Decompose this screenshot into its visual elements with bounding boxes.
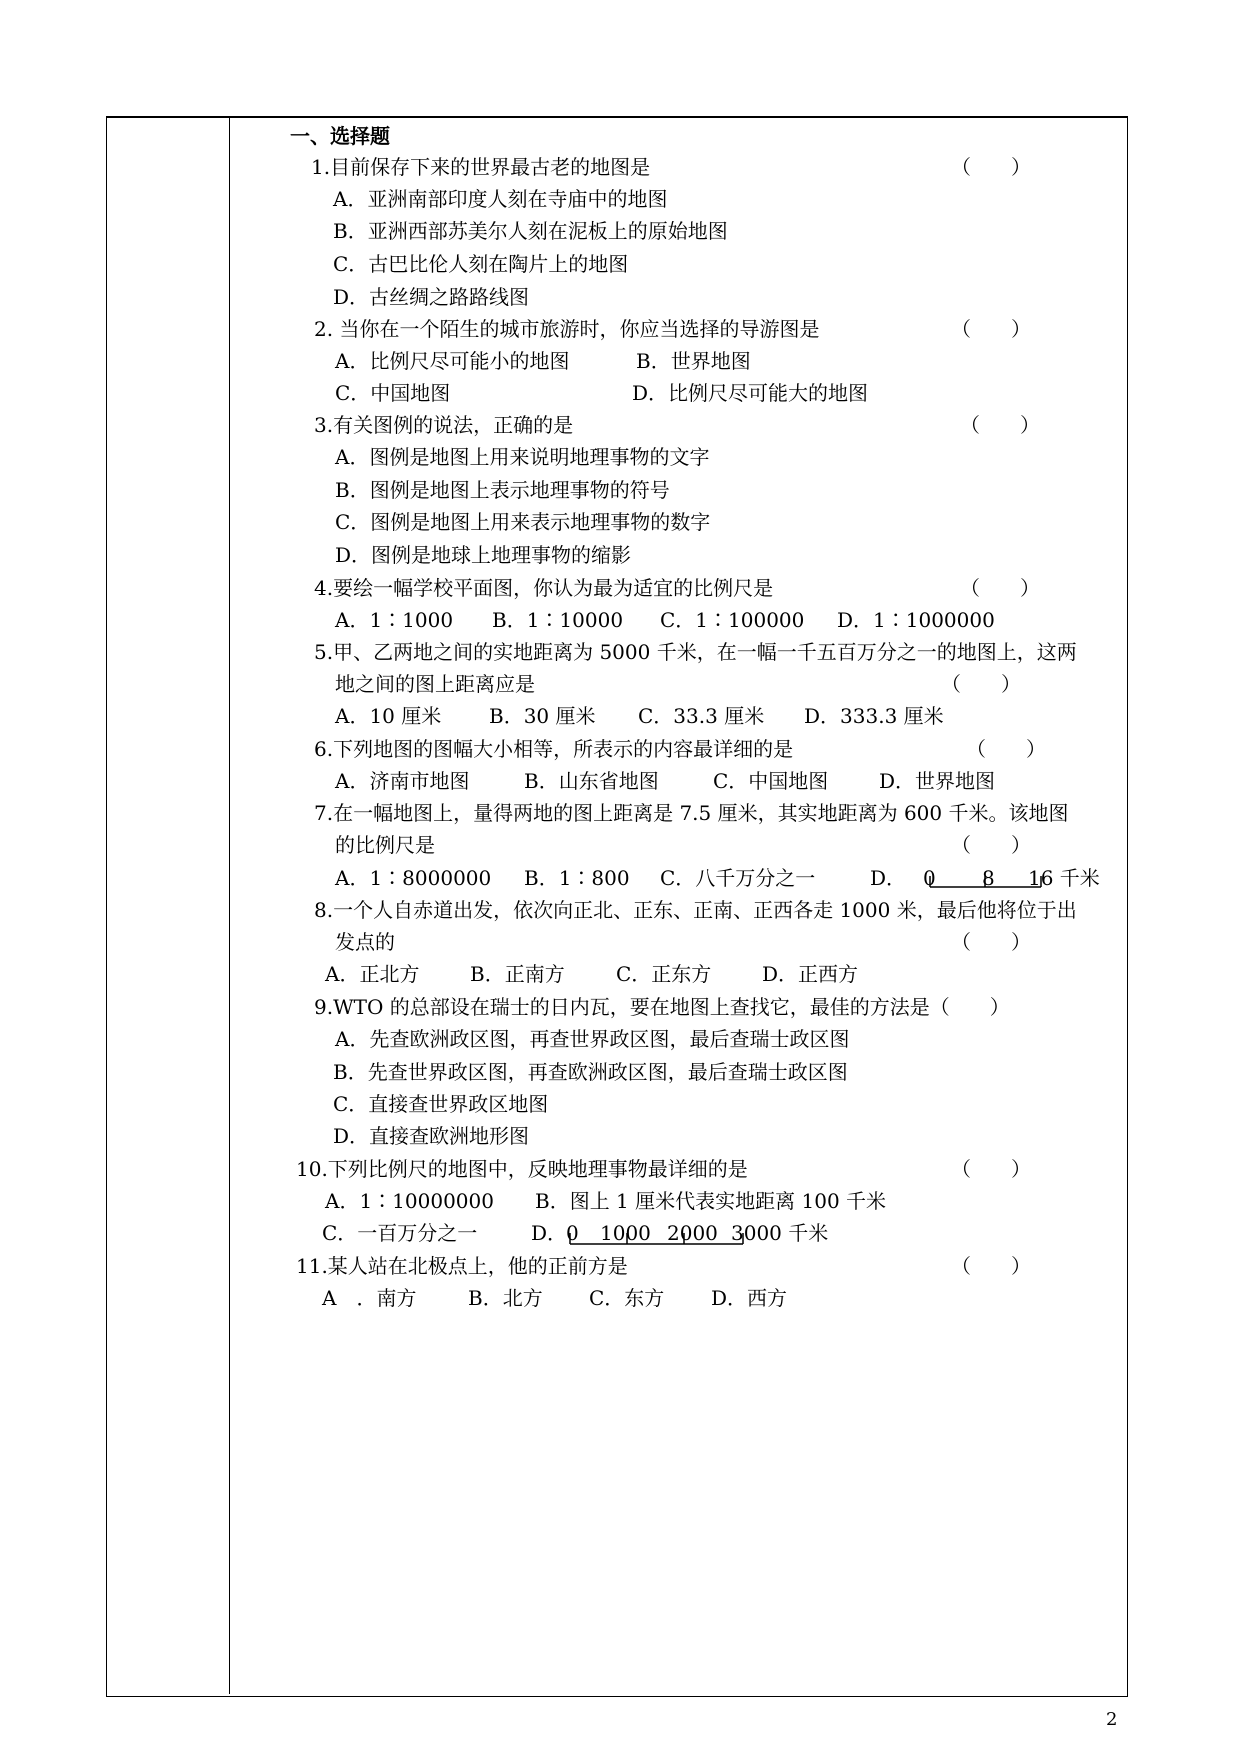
question-7-bracket: （ ） <box>951 833 1031 857</box>
q8-option-c: C．正东方 <box>616 962 712 986</box>
q4-option-b: B．1∶10000 <box>492 608 624 632</box>
q1-option-c: C．古巴比伦人刻在陶片上的地图 <box>333 252 629 276</box>
q11-option-b: B．北方 <box>468 1286 543 1310</box>
q6-option-a: A．济南市地图 <box>335 769 470 793</box>
q7-option-d: D． <box>870 866 907 890</box>
q1-option-b: B．亚洲西部苏美尔人刻在泥板上的原始地图 <box>333 219 728 243</box>
question-10-bracket: （ ） <box>951 1157 1031 1181</box>
q2-option-d: D．比例尺尽可能大的地图 <box>632 381 869 405</box>
page-number: 2 <box>1106 1709 1118 1730</box>
q6-option-b: B．山东省地图 <box>524 769 659 793</box>
question-8-bracket: （ ） <box>951 930 1031 954</box>
q10-option-b: B．图上 1 厘米代表实地距离 100 千米 <box>535 1189 887 1213</box>
q7-scale-label-0: 0 <box>923 866 936 890</box>
q9-option-d: D．直接查欧洲地形图 <box>333 1124 530 1148</box>
q8-option-a: A．正北方 <box>325 962 420 986</box>
question-9-stem: 9.WTO 的总部设在瑞士的日内瓦，要在地图上查找它，最佳的方法是（ ） <box>314 995 1010 1019</box>
q8-option-d: D．正西方 <box>762 962 859 986</box>
question-1-bracket: （ ） <box>951 155 1031 179</box>
question-7-stem: 7.在一幅地图上，量得两地的图上距离是 7.5 厘米，其实地距离为 600 千米。该地图 <box>314 801 1069 825</box>
q9-option-a: A．先查欧洲政区图，再查世界政区图，最后查瑞士政区图 <box>335 1027 850 1051</box>
q10-scale-label-0: 0 <box>566 1221 579 1245</box>
table-column-divider <box>229 116 230 1694</box>
question-8-stem: 8.一个人自赤道出发，依次向正北、正东、正南、正西各走 1000 米，最后他将位于出 <box>314 898 1077 922</box>
q4-option-a: A．1∶1000 <box>335 608 454 632</box>
q5-option-a: A．10 厘米 <box>335 704 442 728</box>
question-5-stem: 5.甲、乙两地之间的实地距离为 5000 千米，在一幅一千五百万分之一的地图上，这两 <box>314 640 1077 664</box>
q7-option-b: B．1∶800 <box>524 866 630 890</box>
q7-scale-label-8: 8 <box>982 866 995 890</box>
q3-option-b: B．图例是地图上表示地理事物的符号 <box>335 478 670 502</box>
question-10-stem: 10.下列比例尺的地图中，反映地理事物最详细的是 <box>296 1157 748 1181</box>
q9-option-b: B．先查世界政区图，再查欧洲政区图，最后查瑞士政区图 <box>333 1060 848 1084</box>
q4-option-d: D．1∶1000000 <box>837 608 995 632</box>
q10-option-c: C．一百万分之一 <box>322 1221 478 1245</box>
question-11-bracket: （ ） <box>951 1254 1031 1278</box>
q10-scale-label-2000: 2000 <box>667 1221 718 1245</box>
q11-option-a: A ．南方 <box>322 1286 417 1310</box>
q7-option-a: A．1∶8000000 <box>335 866 492 890</box>
q2-option-b: B．世界地图 <box>636 349 751 373</box>
q10-option-d: D． <box>531 1221 568 1245</box>
q2-option-a: A．比例尺尽可能小的地图 <box>335 349 570 373</box>
question-5-stem-cont: 地之间的图上距离应是 <box>335 672 535 696</box>
question-1-stem: 1.目前保存下来的世界最古老的地图是 <box>311 155 651 179</box>
q5-option-b: B．30 厘米 <box>489 704 596 728</box>
q7-option-c: C．八千万分之一 <box>660 866 816 890</box>
question-4-bracket: （ ） <box>960 576 1040 600</box>
question-7-stem-cont: 的比例尺是 <box>335 833 435 857</box>
q9-option-c: C．直接查世界政区地图 <box>333 1092 549 1116</box>
section-title: 一、选择题 <box>290 124 390 148</box>
q1-option-a: A．亚洲南部印度人刻在寺庙中的地图 <box>333 187 668 211</box>
q10-scale-label-1000: 1000 <box>600 1221 651 1245</box>
question-2-stem: 2. 当你在一个陌生的城市旅游时，你应当选择的导游图是 <box>314 317 820 341</box>
q5-option-c: C．33.3 厘米 <box>638 704 765 728</box>
q1-option-d: D．古丝绸之路路线图 <box>333 285 530 309</box>
q5-option-d: D．333.3 厘米 <box>804 704 944 728</box>
q8-option-b: B．正南方 <box>470 962 565 986</box>
q2-option-c: C．中国地图 <box>335 381 451 405</box>
q3-option-a: A．图例是地图上用来说明地理事物的文字 <box>335 445 710 469</box>
question-11-stem: 11.某人站在北极点上，他的正前方是 <box>296 1254 628 1278</box>
question-3-stem: 3.有关图例的说法，正确的是 <box>314 413 574 437</box>
question-2-bracket: （ ） <box>951 317 1031 341</box>
q3-option-d: D．图例是地球上地理事物的缩影 <box>335 543 632 567</box>
q11-option-c: C．东方 <box>589 1286 665 1310</box>
question-5-bracket: （ ） <box>941 672 1021 696</box>
q6-option-c: C．中国地图 <box>713 769 829 793</box>
q3-option-c: C．图例是地图上用来表示地理事物的数字 <box>335 510 711 534</box>
q10-scale-bar <box>566 1222 748 1248</box>
question-3-bracket: （ ） <box>960 413 1040 437</box>
question-4-stem: 4.要绘一幅学校平面图，你认为最为适宜的比例尺是 <box>314 576 774 600</box>
q10-option-a: A．1∶10000000 <box>325 1189 494 1213</box>
q11-option-d: D．西方 <box>711 1286 788 1310</box>
q10-scale-label-3000: 3000 千米 <box>731 1221 829 1245</box>
q4-option-c: C．1∶100000 <box>660 608 805 632</box>
q7-scale-label-16: 16 千米 <box>1028 866 1100 890</box>
question-8-stem-cont: 发点的 <box>335 930 395 954</box>
question-6-stem: 6.下列地图的图幅大小相等，所表示的内容最详细的是 <box>314 737 794 761</box>
question-6-bracket: （ ） <box>966 737 1046 761</box>
q6-option-d: D．世界地图 <box>879 769 996 793</box>
